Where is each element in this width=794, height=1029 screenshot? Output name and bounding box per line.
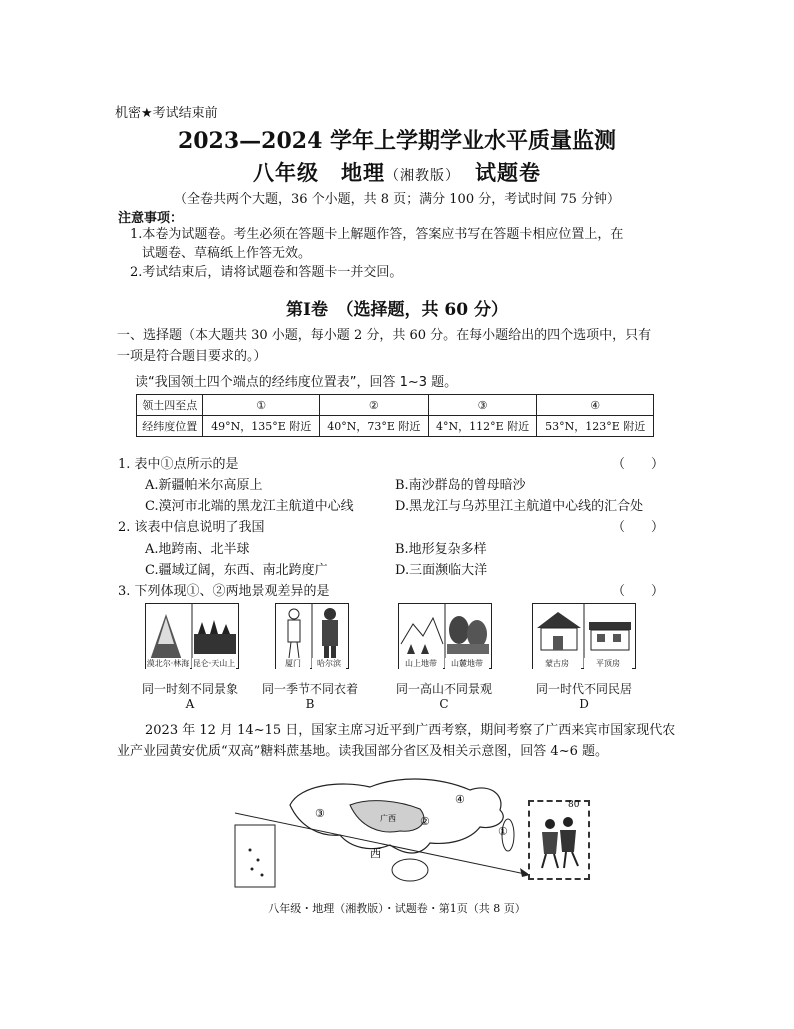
table-cell: ④	[537, 395, 654, 416]
stamp-value: 80	[568, 800, 580, 810]
map-label-guangxi: 广西	[380, 814, 396, 823]
q3-d-right-label: 平顶房	[584, 658, 632, 669]
volume-title: 第Ⅰ卷 （选择题，共 60 分）	[286, 300, 508, 320]
q3-a-caption: 同一时刻不同景象	[141, 682, 238, 696]
q3-d-caption: 同一时代不同民居	[535, 682, 632, 696]
q3-b-right-label: 哈尔滨	[312, 658, 346, 669]
table-cell: 4°N，112°E 附近	[428, 416, 537, 437]
passage-text: 2023 年 12 月 14~15 日，国家主席习近平到广西考察，期间考察了广西来宾市国家现代农业产业园黄安优质“双高”糖料蔗基地。读我国部分省区及相关示意图，回答 4~6 题。	[117, 723, 676, 759]
table-cell: 53°N，123°E 附近	[537, 416, 654, 437]
notes-heading: 注意事项：	[118, 211, 184, 226]
table-cell: 经纬度位置	[137, 416, 203, 437]
map-label-2: ②	[420, 815, 430, 828]
section-line-1: 一、选择题（本大题共 30 小题，每小题 2 分，共 60 分。在每小题给出的四个选项中，只有	[117, 328, 652, 343]
q2-option-b: B.地形复杂多样	[395, 542, 487, 557]
exam-subtitle	[0, 157, 794, 187]
q1-stem: 1. 表中①点所示的是	[118, 457, 239, 472]
q1-option-b: B.南沙群岛的曾母暗沙	[395, 478, 526, 493]
section-line-2: 一项是符合题目要求的。）	[117, 349, 267, 364]
q1-option-a: A.新疆帕米尔高原上	[145, 478, 263, 493]
q3-c-caption: 同一高山不同景观	[395, 682, 492, 696]
q2-option-d: D.三面濒临大洋	[395, 563, 488, 578]
reading-prompt: 读“我国领土四个端点的经纬度位置表”，回答 1~3 题。	[135, 375, 458, 390]
table-cell: 40°N，73°E 附近	[319, 416, 428, 437]
q3-answer-paren: （ ）	[612, 584, 665, 599]
table-row	[137, 395, 654, 416]
note-1a: 1.本卷为试题卷。考生必须在答题卡上解题作答，答案应书写在答题卡相应位置上，在	[130, 227, 624, 242]
map-label-3: ③	[315, 807, 325, 820]
section-heading	[117, 325, 677, 367]
table-cell: 领土四至点	[137, 395, 203, 416]
south-china-sea-inset	[235, 825, 275, 887]
dancers-stamp-icon	[530, 802, 588, 878]
map-label-west: 西	[370, 847, 381, 860]
exam-info: （全卷共两个大题，36 个小题，共 8 页；满分 100 分，考试时间 75 分钟）	[173, 192, 621, 207]
table-cell: ③	[428, 395, 537, 416]
q3-b-left-label: 厦门	[276, 658, 310, 669]
note-2: 2.考试结束后，请将试题卷和答题卡一并交回。	[130, 265, 403, 280]
table-cell: 49°N，135°E 附近	[203, 416, 320, 437]
q3-c-left-label: 山上地带	[399, 658, 443, 669]
stamp-figure	[528, 800, 590, 880]
q3-c-letter: C	[439, 697, 449, 711]
subtitle-main: 八年级 地理	[253, 160, 385, 185]
q3-stem: 3. 下列体现①、②两地景观差异的是	[118, 584, 330, 599]
page-footer: 八年级・地理（湘教版）・试题卷・第1页（共 8 页）	[268, 902, 526, 915]
q2-option-c: C.疆域辽阔，东西、南北跨度广	[145, 563, 328, 578]
extreme-points-table	[136, 394, 654, 437]
q3-a-letter: A	[185, 697, 195, 711]
note-1b: 试题卷、草稿纸上作答无效。	[142, 246, 312, 261]
q3-d-left-label: 蒙古房	[533, 658, 581, 669]
q1-answer-paren: （ ）	[612, 457, 665, 472]
q3-a-right-label: 昆仑·天山上	[192, 659, 236, 668]
q3-c-right-label: 山麓地带	[445, 658, 489, 669]
subtitle-end: 试题卷	[453, 160, 541, 185]
q2-answer-paren: （ ）	[612, 520, 665, 535]
q1-option-d: D.黑龙江与乌苏里江主航道中心线的汇合处	[395, 499, 644, 514]
q2-stem: 2. 该表中信息说明了我国	[118, 520, 265, 535]
notes-list	[130, 225, 675, 282]
q3-a-left-label: 漠北尔·林海	[146, 659, 190, 668]
exam-title: 2023—2024 学年上学期学业水平质量监测	[177, 128, 617, 154]
map-label-4: ④	[455, 793, 465, 806]
table-cell: ②	[319, 395, 428, 416]
map-label-1: ①	[498, 825, 508, 838]
confidential-mark: 机密★考试结束前	[115, 106, 218, 121]
q2-option-a: A.地跨南、北半球	[145, 542, 250, 557]
q3-b-caption: 同一季节不同衣着	[261, 682, 358, 696]
hainan-island	[392, 859, 428, 881]
q1-option-c: C.漠河市北端的黑龙江主航道中心线	[145, 499, 354, 514]
subtitle-edition: （湘教版）	[385, 168, 453, 184]
table-cell: ①	[203, 395, 320, 416]
q3-b-letter: B	[305, 697, 315, 711]
q3-d-letter: D	[579, 697, 589, 711]
table-row	[137, 416, 654, 437]
